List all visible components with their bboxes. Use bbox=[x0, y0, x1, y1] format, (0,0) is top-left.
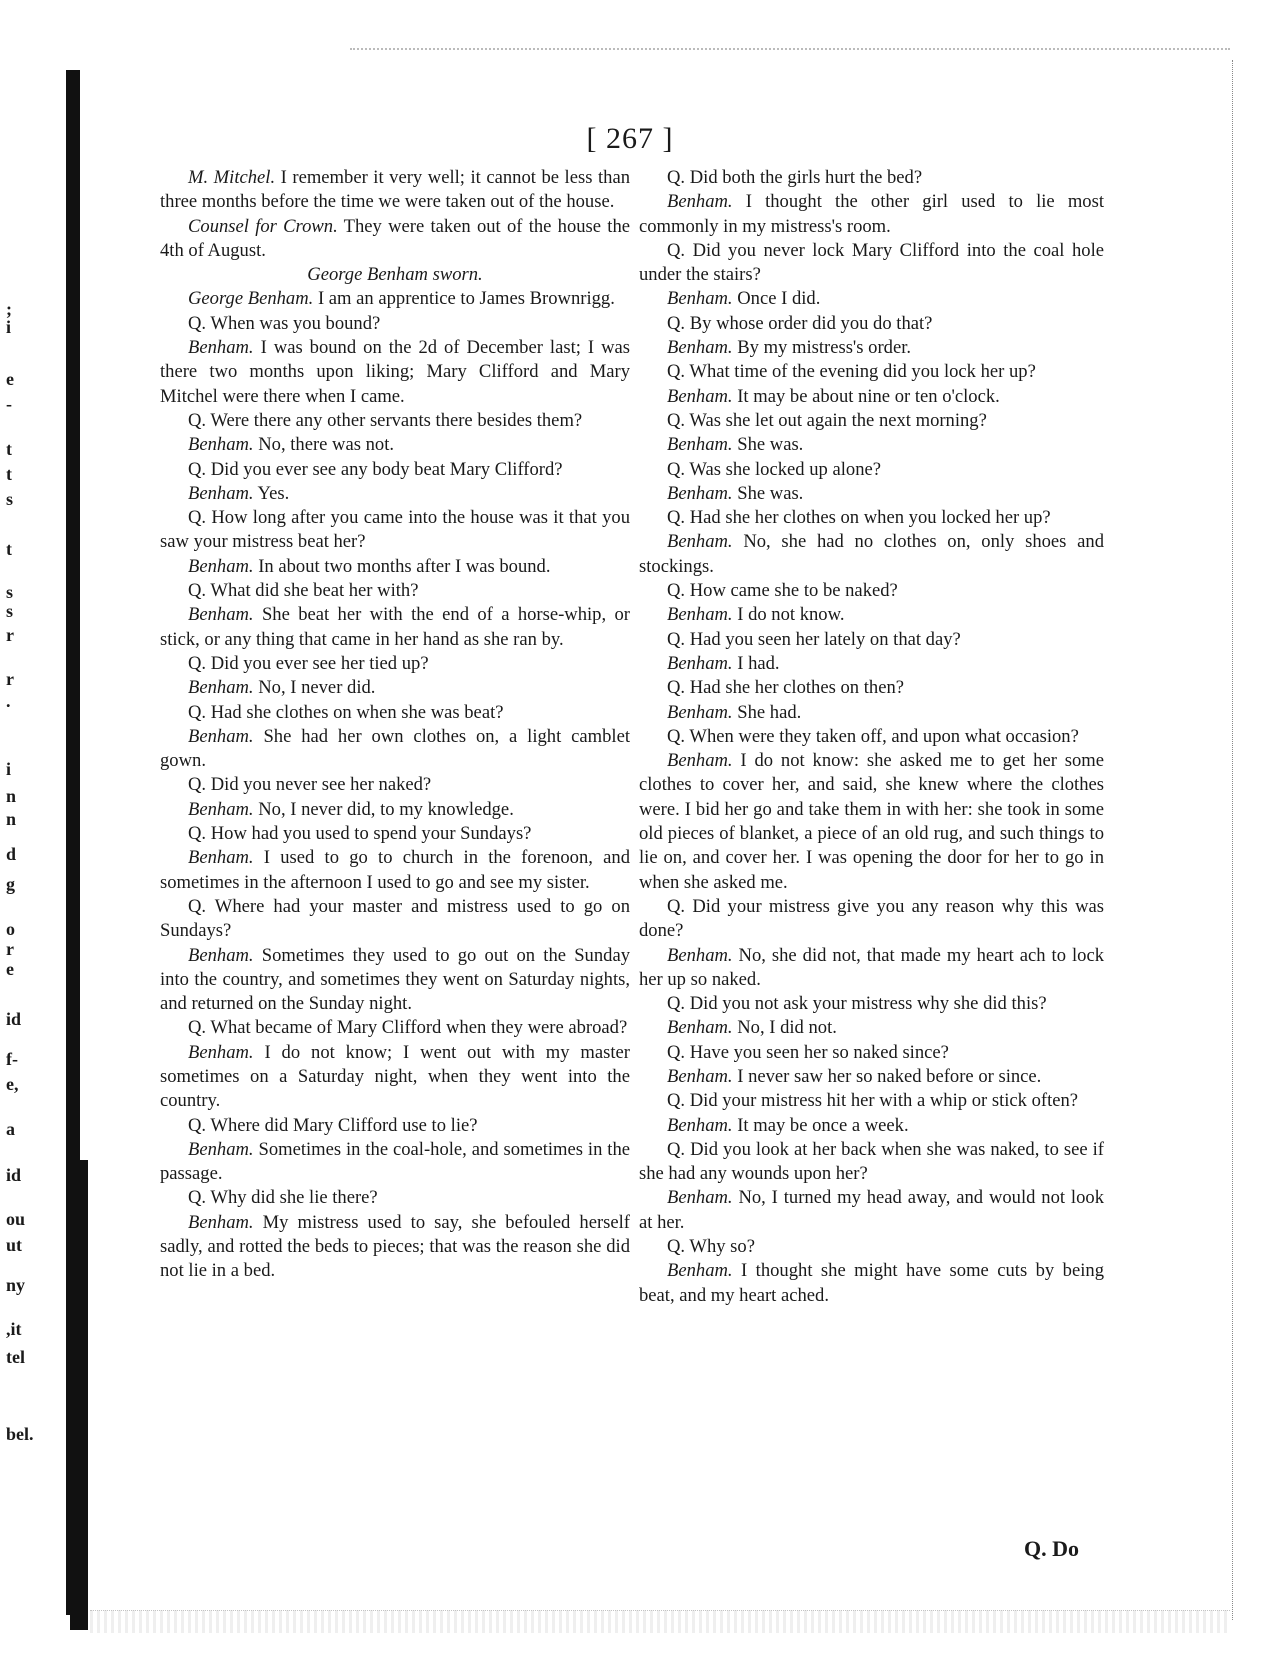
testimony-line bbox=[160, 287, 630, 311]
testimony-text: She had. bbox=[732, 701, 802, 723]
gutter-fragment: bel. bbox=[6, 1424, 34, 1444]
speaker-name: Benham. bbox=[667, 604, 733, 626]
testimony-line bbox=[160, 336, 630, 409]
testimony-text: No, I did not. bbox=[732, 1017, 837, 1039]
testimony-line bbox=[160, 1114, 630, 1138]
testimony-line bbox=[160, 579, 630, 603]
testimony-line bbox=[160, 482, 630, 506]
gutter-fragment: a bbox=[6, 1119, 15, 1139]
speaker-name: Benham. bbox=[667, 1065, 733, 1087]
testimony-text: It may be about nine or ten o'clock. bbox=[732, 385, 1000, 407]
testimony-text: Q. What became of Mary Clifford when they were abroad? bbox=[188, 1017, 628, 1039]
testimony-line bbox=[160, 773, 630, 797]
testimony-line bbox=[639, 239, 1104, 288]
testimony-line bbox=[160, 725, 630, 774]
testimony-line bbox=[160, 166, 630, 215]
gutter-fragment: id bbox=[6, 1009, 22, 1029]
right-column bbox=[639, 166, 1104, 1308]
speaker-name: Benham. bbox=[188, 482, 254, 504]
testimony-line bbox=[160, 1016, 630, 1040]
speaker-name: Benham. bbox=[667, 1017, 733, 1039]
testimony-text: She was. bbox=[732, 482, 804, 504]
testimony-text: Q. Had she clothes on when she was beat? bbox=[188, 701, 504, 723]
testimony-line bbox=[639, 1089, 1104, 1113]
testimony-line bbox=[160, 1041, 630, 1114]
testimony-text: Q. Where had your master and mistress used to go on Sundays? bbox=[160, 895, 630, 942]
left-column bbox=[160, 166, 630, 1284]
testimony-line bbox=[160, 944, 630, 1017]
testimony-text: No, she did not, that made my heart ach to lock her up so naked. bbox=[639, 944, 1104, 990]
testimony-text: In about two months after I was bound. bbox=[253, 555, 551, 577]
gutter-fragment: id bbox=[6, 1165, 22, 1185]
testimony-text: Sometimes they used to go out on the Sunday into the country, and sometimes they went on Saturday nights, and returned on the Sunday night. bbox=[160, 944, 630, 1015]
testimony-line bbox=[160, 1138, 630, 1187]
testimony-text: I do not know; I went out with my master sometimes on a Saturday night, when they went into the country. bbox=[160, 1041, 630, 1112]
testimony-line bbox=[639, 749, 1104, 895]
gutter-fragment: r bbox=[6, 939, 14, 959]
gutter-fragment: n bbox=[6, 786, 17, 806]
testimony-line bbox=[160, 506, 630, 555]
speaker-name: Benham. bbox=[667, 1260, 733, 1282]
testimony-line bbox=[160, 458, 630, 482]
gutter-fragment: - bbox=[6, 394, 12, 414]
witness-sworn-heading: George Benham sworn. bbox=[307, 264, 483, 286]
testimony-text: Q. Did both the girls hurt the bed? bbox=[667, 167, 923, 188]
testimony-text: Q. Was she locked up alone? bbox=[667, 458, 881, 480]
testimony-text: Q. Had she her clothes on when you locked her up? bbox=[667, 507, 1051, 529]
speaker-name: Benham. bbox=[188, 1138, 254, 1160]
testimony-line bbox=[639, 1041, 1104, 1065]
testimony-text: I thought she might have some cuts by being beat, and my heart ached. bbox=[639, 1260, 1104, 1306]
speaker-name: Benham. bbox=[188, 555, 254, 577]
testimony-line bbox=[639, 944, 1104, 993]
testimony-text: No, I never did. bbox=[253, 677, 376, 699]
testimony-text: I thought the other girl used to lie most commonly in my mistress's room. bbox=[639, 191, 1104, 237]
testimony-line bbox=[639, 1114, 1104, 1138]
testimony-line bbox=[160, 701, 630, 725]
testimony-line bbox=[639, 1016, 1104, 1040]
testimony-line bbox=[639, 360, 1104, 384]
testimony-text: Q. What did she beat her with? bbox=[188, 580, 419, 602]
testimony-line bbox=[639, 992, 1104, 1016]
testimony-text: Q. Did you not ask your mistress why she did this? bbox=[667, 993, 1047, 1015]
testimony-line bbox=[160, 676, 630, 700]
testimony-line bbox=[639, 1259, 1104, 1308]
gutter-letters bbox=[0, 300, 44, 1520]
testimony-text: Q. What time of the evening did you lock her up? bbox=[667, 361, 1036, 383]
bottom-scan-noise bbox=[90, 1610, 1230, 1633]
testimony-text: Sometimes in the coal-hole, and sometimes in the passage. bbox=[160, 1138, 630, 1185]
gutter-fragment: d bbox=[6, 844, 17, 864]
testimony-text: Q. Why did she lie there? bbox=[188, 1187, 378, 1209]
catchword: Q. Do bbox=[1024, 1536, 1079, 1561]
speaker-name: Benham. bbox=[188, 798, 254, 820]
testimony-line bbox=[160, 409, 630, 433]
speaker-name: Benham. bbox=[667, 288, 733, 310]
speaker-name: Benham. bbox=[667, 701, 733, 723]
testimony-text: Q. When were they taken off, and upon what occasion? bbox=[667, 725, 1079, 747]
gutter-fragment: r bbox=[6, 669, 14, 689]
testimony-line bbox=[160, 895, 630, 944]
speaker-name: Benham. bbox=[188, 944, 254, 966]
testimony-line bbox=[160, 215, 630, 264]
testimony-text: No, there was not. bbox=[253, 434, 395, 456]
testimony-line bbox=[639, 409, 1104, 433]
gutter-fragment: ut bbox=[6, 1235, 23, 1255]
gutter-fragment: ny bbox=[6, 1275, 26, 1295]
testimony-text: Q. Did you look at her back when she was naked, to see if she had any wounds upon her? bbox=[639, 1138, 1104, 1185]
testimony-line bbox=[160, 312, 630, 336]
speaker-name: Benham. bbox=[667, 191, 733, 213]
speaker-name: Benham. bbox=[188, 1041, 254, 1063]
testimony-text: Q. Did your mistress hit her with a whip or stick often? bbox=[667, 1090, 1079, 1112]
testimony-line bbox=[639, 579, 1104, 603]
binding-shadow-lower bbox=[70, 1160, 88, 1630]
gutter-fragment: f- bbox=[6, 1049, 18, 1069]
testimony-line bbox=[639, 1186, 1104, 1235]
gutter-fragment: s bbox=[6, 582, 14, 602]
gutter-fragment: i bbox=[6, 317, 12, 337]
testimony-line bbox=[160, 603, 630, 652]
speaker-name: Benham. bbox=[188, 847, 254, 869]
testimony-line bbox=[639, 166, 1104, 190]
gutter-fragment: . bbox=[6, 691, 11, 711]
testimony-text: No, she had no clothes on, only shoes and stockings. bbox=[639, 531, 1104, 577]
testimony-line bbox=[639, 603, 1104, 627]
speaker-name: George Benham. bbox=[188, 288, 314, 310]
speaker-name: Benham. bbox=[188, 725, 254, 747]
gutter-fragment: g bbox=[6, 874, 15, 894]
testimony-line bbox=[639, 530, 1104, 579]
testimony-line bbox=[639, 1235, 1104, 1259]
testimony-text: Q. Had you seen her lately on that day? bbox=[667, 628, 961, 650]
speaker-name: Benham. bbox=[188, 677, 254, 699]
testimony-line bbox=[639, 1065, 1104, 1089]
testimony-text: I used to go to church in the forenoon, and sometimes in the afternoon I used to go and see my sister. bbox=[160, 847, 630, 893]
testimony-text: It may be once a week. bbox=[732, 1114, 909, 1136]
testimony-text: I am an apprentice to James Brownrigg. bbox=[313, 288, 615, 310]
gutter-fragment: i bbox=[6, 759, 12, 779]
testimony-line bbox=[639, 433, 1104, 457]
speaker-name: Benham. bbox=[188, 1211, 254, 1233]
testimony-text: Q. Had she her clothes on then? bbox=[667, 677, 904, 699]
gutter-fragment: e bbox=[6, 369, 14, 389]
testimony-text: I do not know. bbox=[732, 604, 845, 626]
testimony-line bbox=[160, 555, 630, 579]
testimony-text: Q. By whose order did you do that? bbox=[667, 312, 933, 334]
page-number: [ 267 ] bbox=[586, 122, 674, 155]
top-scan-noise bbox=[350, 48, 1230, 54]
testimony-text: I remember it very well; it cannot be less than three months before the time we were taken out of the house. bbox=[160, 167, 630, 213]
gutter-fragment: n bbox=[6, 809, 17, 829]
speaker-name: Benham. bbox=[667, 750, 733, 772]
testimony-line bbox=[639, 895, 1104, 944]
testimony-line bbox=[160, 652, 630, 676]
testimony-line bbox=[160, 1186, 630, 1210]
gutter-fragment: s bbox=[6, 489, 14, 509]
testimony-text: Q. Did you ever see her tied up? bbox=[188, 652, 429, 674]
testimony-line bbox=[639, 385, 1104, 409]
testimony-text: Q. When was you bound? bbox=[188, 312, 381, 334]
testimony-text: Q. Did you never lock Mary Clifford into the coal hole under the stairs? bbox=[639, 239, 1104, 286]
testimony-text: Q. Did you never see her naked? bbox=[188, 774, 432, 796]
testimony-text: I do not know: she asked me to get her some clothes to cover her, and said, she knew where the clothes were. I bid her go and take them in with her: she took in some old pieces of blanket, a piece of an old rug, and such things to lie on, and cover her. I was opening the door for her to go in when she asked me. bbox=[639, 750, 1104, 893]
testimony-text: I was bound on the 2d of December last; I was there two months upon liking; Mary Clifford and Mary Mitchel were there when I came. bbox=[160, 337, 630, 407]
testimony-text: Q. How long after you came into the house was it that you saw your mistress beat her? bbox=[160, 507, 630, 553]
testimony-text: Q. How came she to be naked? bbox=[667, 580, 898, 602]
testimony-text: My mistress used to say, she befouled herself sadly, and rotted the beds to pieces; that was the reason she did not lie in a bed. bbox=[160, 1211, 630, 1282]
testimony-line bbox=[160, 822, 630, 846]
testimony-text: Q. How had you used to spend your Sundays? bbox=[188, 823, 532, 845]
testimony-line bbox=[160, 798, 630, 822]
speaker-name: Benham. bbox=[667, 531, 733, 553]
speaker-name: Benham. bbox=[667, 1114, 733, 1136]
speaker-name: Benham. bbox=[188, 434, 254, 456]
speaker-name: Benham. bbox=[667, 434, 733, 456]
gutter-fragment: ,it bbox=[6, 1319, 22, 1339]
speaker-name: Counsel for Crown. bbox=[188, 215, 338, 237]
testimony-text: No, I turned my head away, and would not look at her. bbox=[639, 1187, 1104, 1233]
testimony-text: Yes. bbox=[253, 482, 290, 504]
gutter-fragment: s bbox=[6, 601, 14, 621]
speaker-name: Benham. bbox=[667, 482, 733, 504]
testimony-line bbox=[639, 701, 1104, 725]
testimony-line bbox=[639, 628, 1104, 652]
testimony-line bbox=[639, 652, 1104, 676]
speaker-name: Benham. bbox=[667, 385, 733, 407]
testimony-line bbox=[160, 846, 630, 895]
speaker-name: Benham. bbox=[667, 652, 733, 674]
page-right-edge bbox=[1232, 60, 1235, 1620]
testimony-line bbox=[639, 676, 1104, 700]
testimony-line bbox=[639, 312, 1104, 336]
testimony-text: She beat her with the end of a horse-whip, or stick, or any thing that came in her hand as she ran by. bbox=[160, 604, 630, 650]
speaker-name: Benham. bbox=[667, 944, 733, 966]
speaker-name: M. Mitchel. bbox=[188, 167, 276, 188]
testimony-text: Q. Was she let out again the next morning? bbox=[667, 409, 987, 431]
gutter-fragment: r bbox=[6, 625, 14, 645]
speaker-name: Benham. bbox=[188, 604, 254, 626]
gutter-fragment: t bbox=[6, 464, 12, 484]
testimony-text: She was. bbox=[732, 434, 804, 456]
testimony-text: They were taken out of the house the 4th of August. bbox=[160, 215, 630, 261]
testimony-line bbox=[639, 458, 1104, 482]
testimony-text: Q. Were there any other servants there besides them? bbox=[188, 409, 583, 431]
testimony-text: Q. Did you ever see any body beat Mary Clifford? bbox=[188, 458, 563, 480]
speaker-name: Benham. bbox=[667, 1187, 733, 1209]
testimony-line bbox=[639, 506, 1104, 530]
gutter-fragment: t bbox=[6, 539, 12, 559]
testimony-text: I never saw her so naked before or since. bbox=[732, 1065, 1042, 1087]
testimony-line bbox=[639, 190, 1104, 239]
testimony-text: I had. bbox=[732, 652, 780, 674]
gutter-fragment: e bbox=[6, 959, 14, 979]
testimony-text: She had her own clothes on, a light camblet gown. bbox=[160, 725, 630, 772]
testimony-line bbox=[639, 482, 1104, 506]
gutter-fragment: ; bbox=[6, 299, 12, 319]
testimony-text: Q. Have you seen her so naked since? bbox=[667, 1041, 949, 1063]
testimony-line bbox=[639, 1138, 1104, 1187]
gutter-fragment: o bbox=[6, 919, 15, 939]
testimony-line bbox=[639, 287, 1104, 311]
testimony-line bbox=[639, 336, 1104, 360]
testimony-text: Q. Did your mistress give you any reason why this was done? bbox=[639, 895, 1104, 942]
testimony-line bbox=[639, 725, 1104, 749]
gutter-fragment: ou bbox=[6, 1209, 26, 1229]
testimony-text: Q. Why so? bbox=[667, 1236, 755, 1258]
testimony-line bbox=[160, 1211, 630, 1284]
testimony-text: Once I did. bbox=[732, 288, 821, 310]
testimony-line bbox=[160, 433, 630, 457]
gutter-fragment: e, bbox=[6, 1074, 19, 1094]
testimony-text: Q. Where did Mary Clifford use to lie? bbox=[188, 1114, 478, 1136]
gutter-fragment: tel bbox=[6, 1347, 25, 1367]
testimony-text: No, I never did, to my knowledge. bbox=[253, 798, 514, 820]
testimony-text: By my mistress's order. bbox=[732, 337, 912, 359]
gutter-fragment: t bbox=[6, 439, 12, 459]
speaker-name: Benham. bbox=[667, 337, 733, 359]
speaker-name: Benham. bbox=[188, 337, 254, 359]
